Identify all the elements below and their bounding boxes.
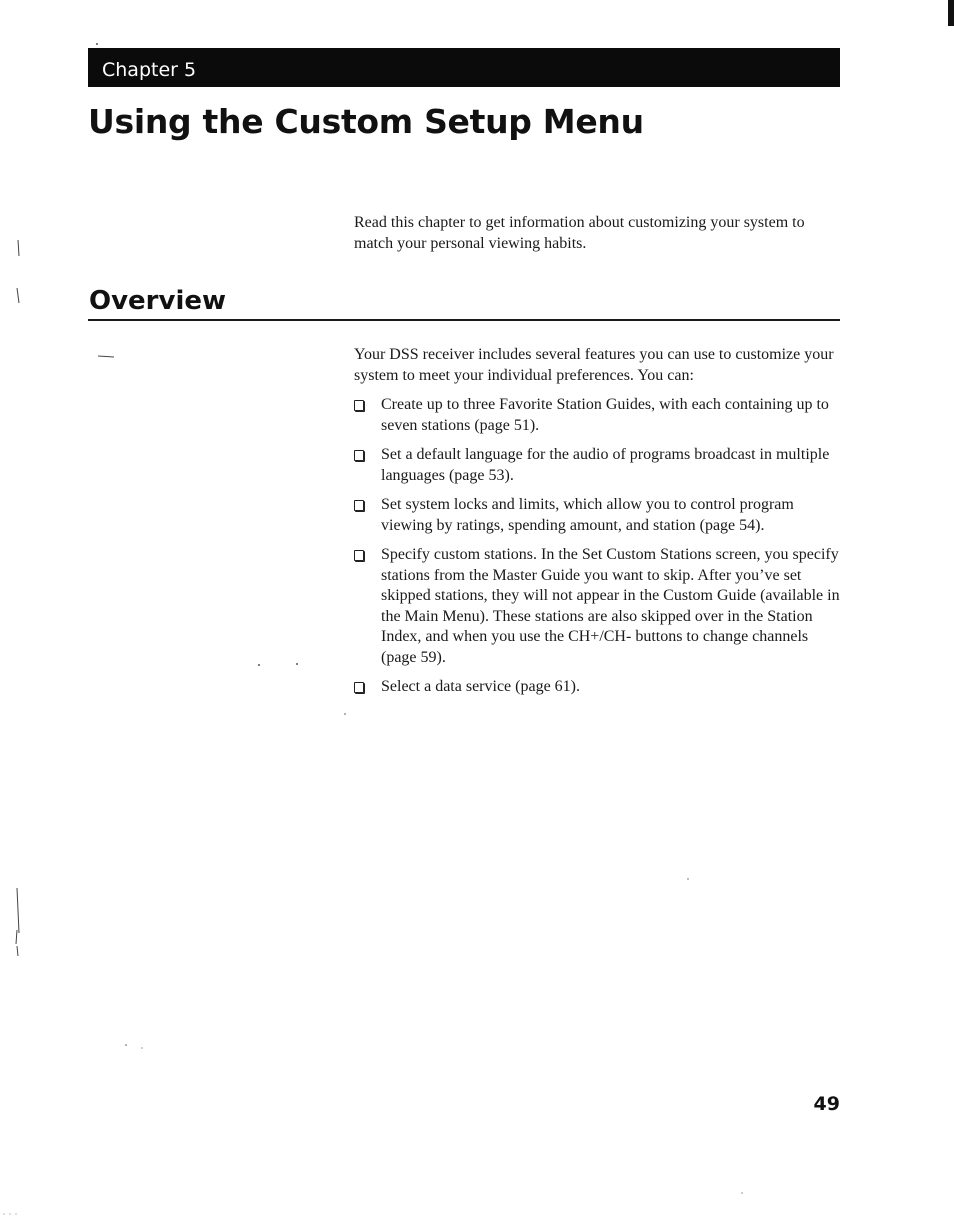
list-item-text: Select a data service (page 61). xyxy=(381,678,581,695)
overview-intro: Your DSS receiver includes several features you can use to customize your system to meet your individual preferences. You can: xyxy=(354,346,834,384)
list-item-text: Set system locks and limits, which allow you to control program viewing by ratings, spending amount, and station (page 54). xyxy=(381,496,794,534)
list-item-text: Set a default language for the audio of programs broadcast in multiple languages (page 53). xyxy=(381,446,830,484)
page-number: 49 xyxy=(813,1093,840,1115)
list-item-text: Specify custom stations. In the Set Custom Stations screen, you specify stations from the Master Guide you want to skip. After you’ve set skipped stations, they will not appear in the Custom Guide (available in the Main Menu). These stations are also skipped over in the Station Index, and when you use the CH+/CH- buttons to change channels (page 59). xyxy=(381,546,840,666)
list-item-text: Create up to three Favorite Station Guides, with each containing up to seven stations (page 51). xyxy=(381,396,829,434)
page-title: Using the Custom Setup Menu xyxy=(88,102,644,141)
chapter-intro: Read this chapter to get information about customizing your system to match your personal viewing habits. xyxy=(354,214,805,252)
chapter-label: Chapter 5 xyxy=(102,59,197,81)
section-heading-overview: Overview xyxy=(89,286,227,316)
